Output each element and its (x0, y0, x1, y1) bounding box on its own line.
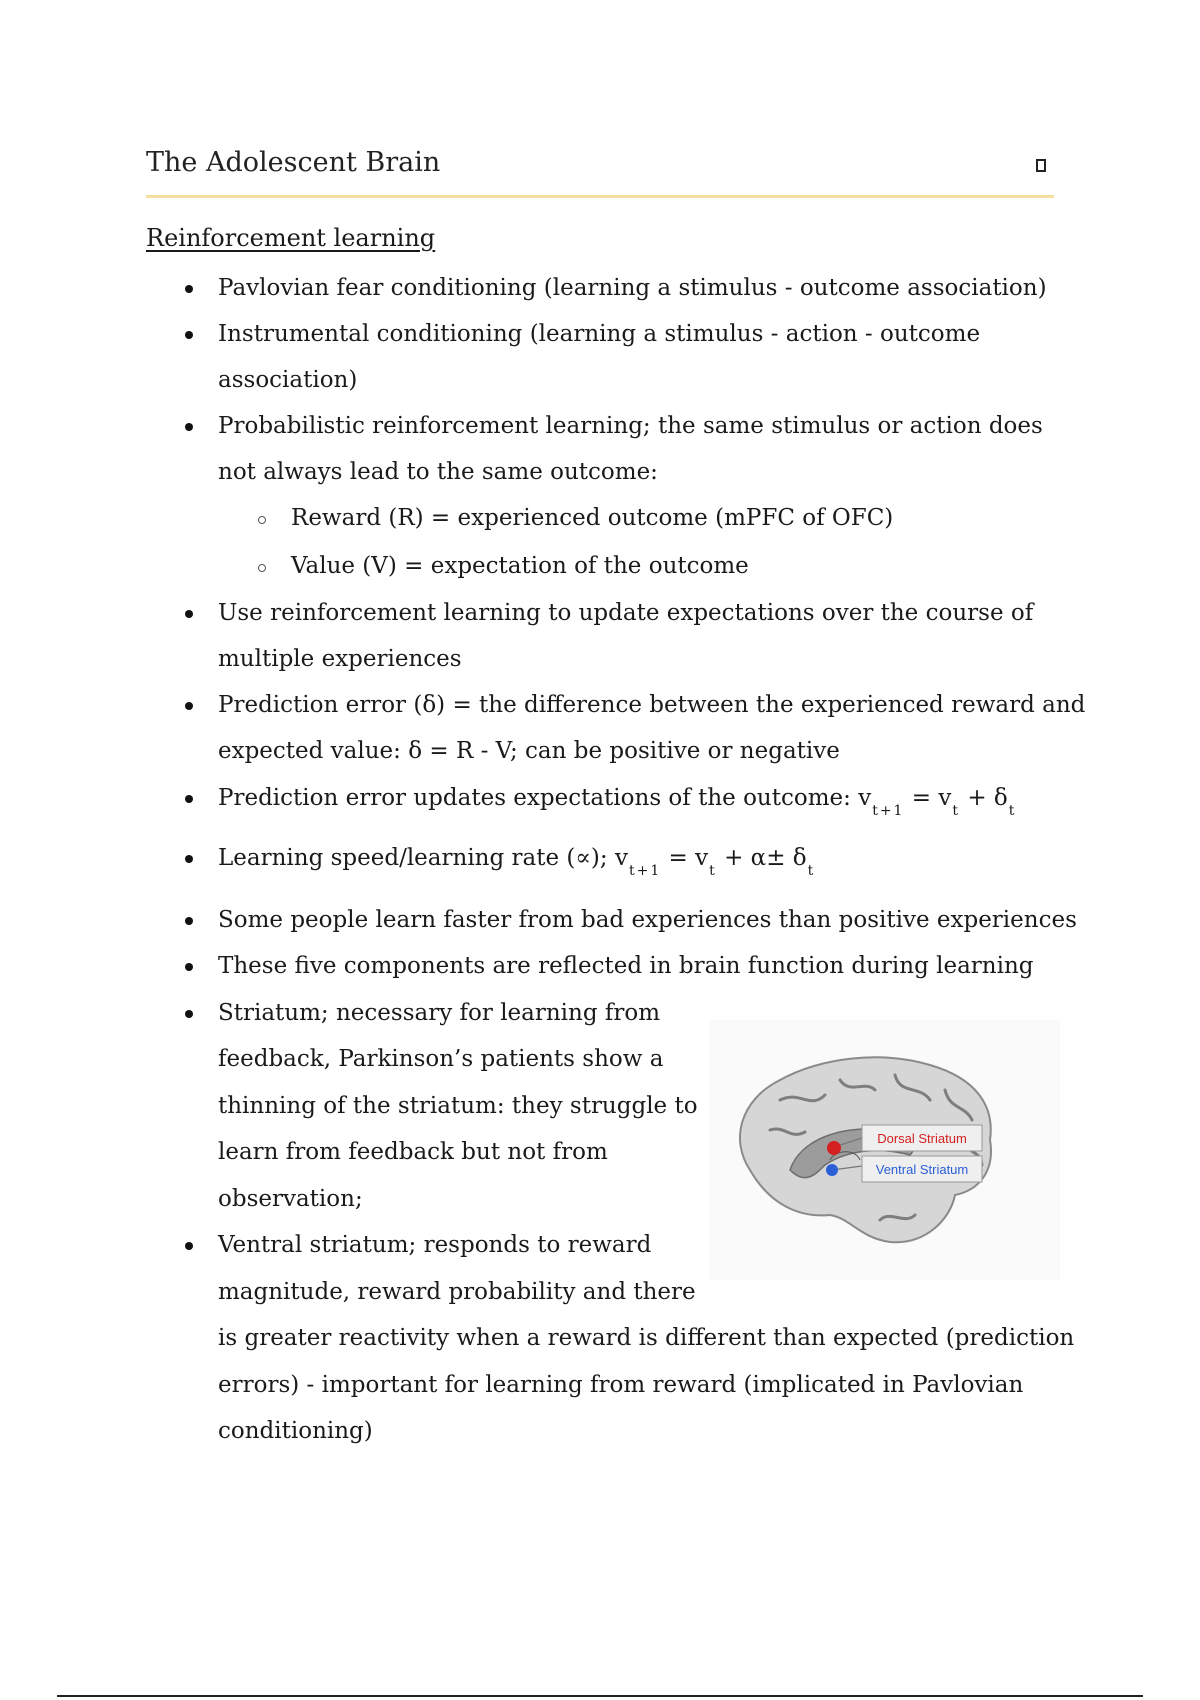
bullet-pavlovian: Pavlovian fear conditioning (learning a stimulus - outcome association) (218, 265, 1047, 311)
sub-bullet-value: Value (V) = expectation of the outcome (291, 543, 749, 589)
bullet-ventral-striatum-cont-4: conditioning) (218, 1418, 373, 1444)
bullet-learning-rate (218, 835, 815, 894)
bullet-prediction-error: Prediction error (δ) = the difference between the experienced reward and (218, 682, 1085, 728)
bullet-striatum-cont-4: observation; (218, 1186, 363, 1212)
sub-bullet-reward: Reward (R) = experienced outcome (mPFC of OFC) (291, 495, 893, 541)
bullet-update-expectations-cont: multiple experiences (218, 646, 462, 672)
dorsal-striatum-marker (827, 1141, 841, 1155)
checkbox-icon (1036, 159, 1046, 172)
bullet-striatum-cont-1: feedback, Parkinson’s patients show a (218, 1046, 664, 1072)
ventral-striatum-marker (826, 1164, 838, 1176)
page-header (146, 145, 1054, 198)
formula-update: $v_{t+1} = v_t + \delta_t$ (858, 785, 1017, 819)
bullet-probabilistic: Probabilistic reinforcement learning; the same stimulus or action does (218, 403, 1043, 449)
bullet-ventral-striatum-cont-3: errors) - important for learning from reward (implicated in Pavlovian (218, 1372, 1024, 1398)
bullet-ventral-striatum-cont-2: is greater reactivity when a reward is different than expected (prediction (218, 1325, 1075, 1351)
bullet-ventral-striatum: Ventral striatum; responds to reward (218, 1222, 651, 1268)
bullet-prediction-error-cont: expected value: δ = R - V; can be positive or negative (218, 738, 840, 764)
bullet-prediction-update (218, 775, 1016, 834)
footer-divider (57, 1695, 1143, 1697)
formula-learning-rate: $v_{t+1} = v_t + \alpha\pm \delta_t$ (614, 845, 816, 879)
bullet-update-expectations: Use reinforcement learning to update expectations over the course of (218, 590, 1033, 636)
bullet-ventral-striatum-cont-1: magnitude, reward probability and there (218, 1279, 696, 1305)
bullet-learn-faster: Some people learn faster from bad experiences than positive experiences (218, 897, 1077, 943)
bullet-probabilistic-cont: not always lead to the same outcome: (218, 459, 658, 485)
bullet-striatum-cont-2: thinning of the striatum: they struggle to (218, 1093, 698, 1119)
bullet-striatum: Striatum; necessary for learning from (218, 990, 660, 1036)
bullet-instrumental-cont: association) (218, 367, 358, 393)
ventral-striatum-label: Ventral Striatum (875, 1162, 969, 1177)
section-heading: Reinforcement learning (146, 224, 436, 252)
page-title: The Adolescent Brain (146, 147, 441, 178)
bullet-five-components: These five components are reflected in brain function during learning (218, 943, 1034, 989)
bullet-learning-rate-text: Learning speed/learning rate (∝); (218, 845, 615, 871)
dorsal-striatum-label: Dorsal Striatum (877, 1131, 967, 1146)
bullet-striatum-cont-3: learn from feedback but not from (218, 1139, 608, 1165)
bullet-prediction-update-text: Prediction error updates expectations of the outcome: (218, 785, 859, 811)
bullet-instrumental: Instrumental conditioning (learning a stimulus - action - outcome (218, 311, 980, 357)
brain-striatum-figure (710, 1020, 1060, 1280)
